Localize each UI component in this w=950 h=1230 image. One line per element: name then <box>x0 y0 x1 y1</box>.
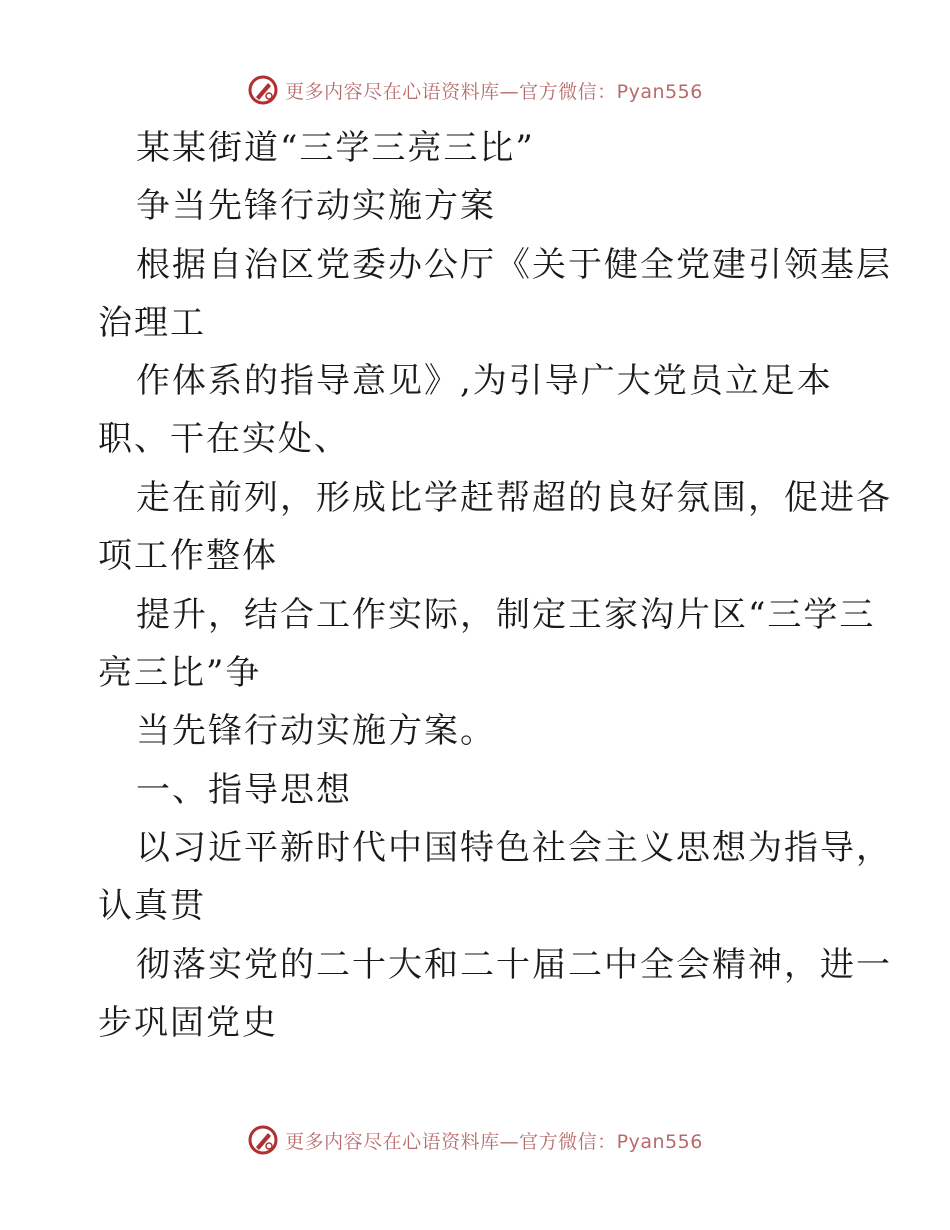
doc-paragraph-line: 以习近平新时代中国特色社会主义思想为指导， <box>136 828 892 868</box>
pen-seal-logo-icon <box>247 1124 279 1156</box>
header-watermark <box>0 70 950 110</box>
doc-paragraph-line: 认真贯 <box>98 886 206 926</box>
doc-title-line-2: 争当先锋行动实施方案 <box>136 186 496 226</box>
watermark-text: 更多内容尽在心语资料库—官方微信：Pyan556 <box>285 1130 703 1153</box>
doc-paragraph-line: 走在前列，形成比学赶帮超的良好氛围，促进各 <box>136 478 892 518</box>
doc-paragraph-line: 根据自治区党委办公厅《关于健全党建引领基层 <box>136 245 892 285</box>
doc-paragraph-line: 作体系的指导意见》,为引导广大党员立足本 <box>136 361 833 401</box>
doc-paragraph-line: 项工作整体 <box>98 536 278 576</box>
footer-watermark <box>0 1120 950 1160</box>
doc-paragraph-line: 亮三比”争 <box>98 653 262 693</box>
doc-title-line-1: 某某街道“三学三亮三比” <box>136 128 535 168</box>
doc-paragraph-line: 提升，结合工作实际，制定王家沟片区“三学三 <box>136 595 876 635</box>
doc-paragraph-line: 治理工 <box>98 303 206 343</box>
section-heading: 一、指导思想 <box>136 770 352 810</box>
doc-paragraph-line: 当先锋行动实施方案。 <box>136 711 496 751</box>
pen-seal-logo-icon <box>247 74 279 106</box>
doc-paragraph-line: 彻落实党的二十大和二十届二中全会精神，进一 <box>136 945 892 985</box>
watermark-text: 更多内容尽在心语资料库—官方微信：Pyan556 <box>285 80 703 103</box>
doc-paragraph-line: 步巩固党史 <box>98 1003 278 1043</box>
doc-paragraph-line: 职、干在实处、 <box>98 419 350 459</box>
